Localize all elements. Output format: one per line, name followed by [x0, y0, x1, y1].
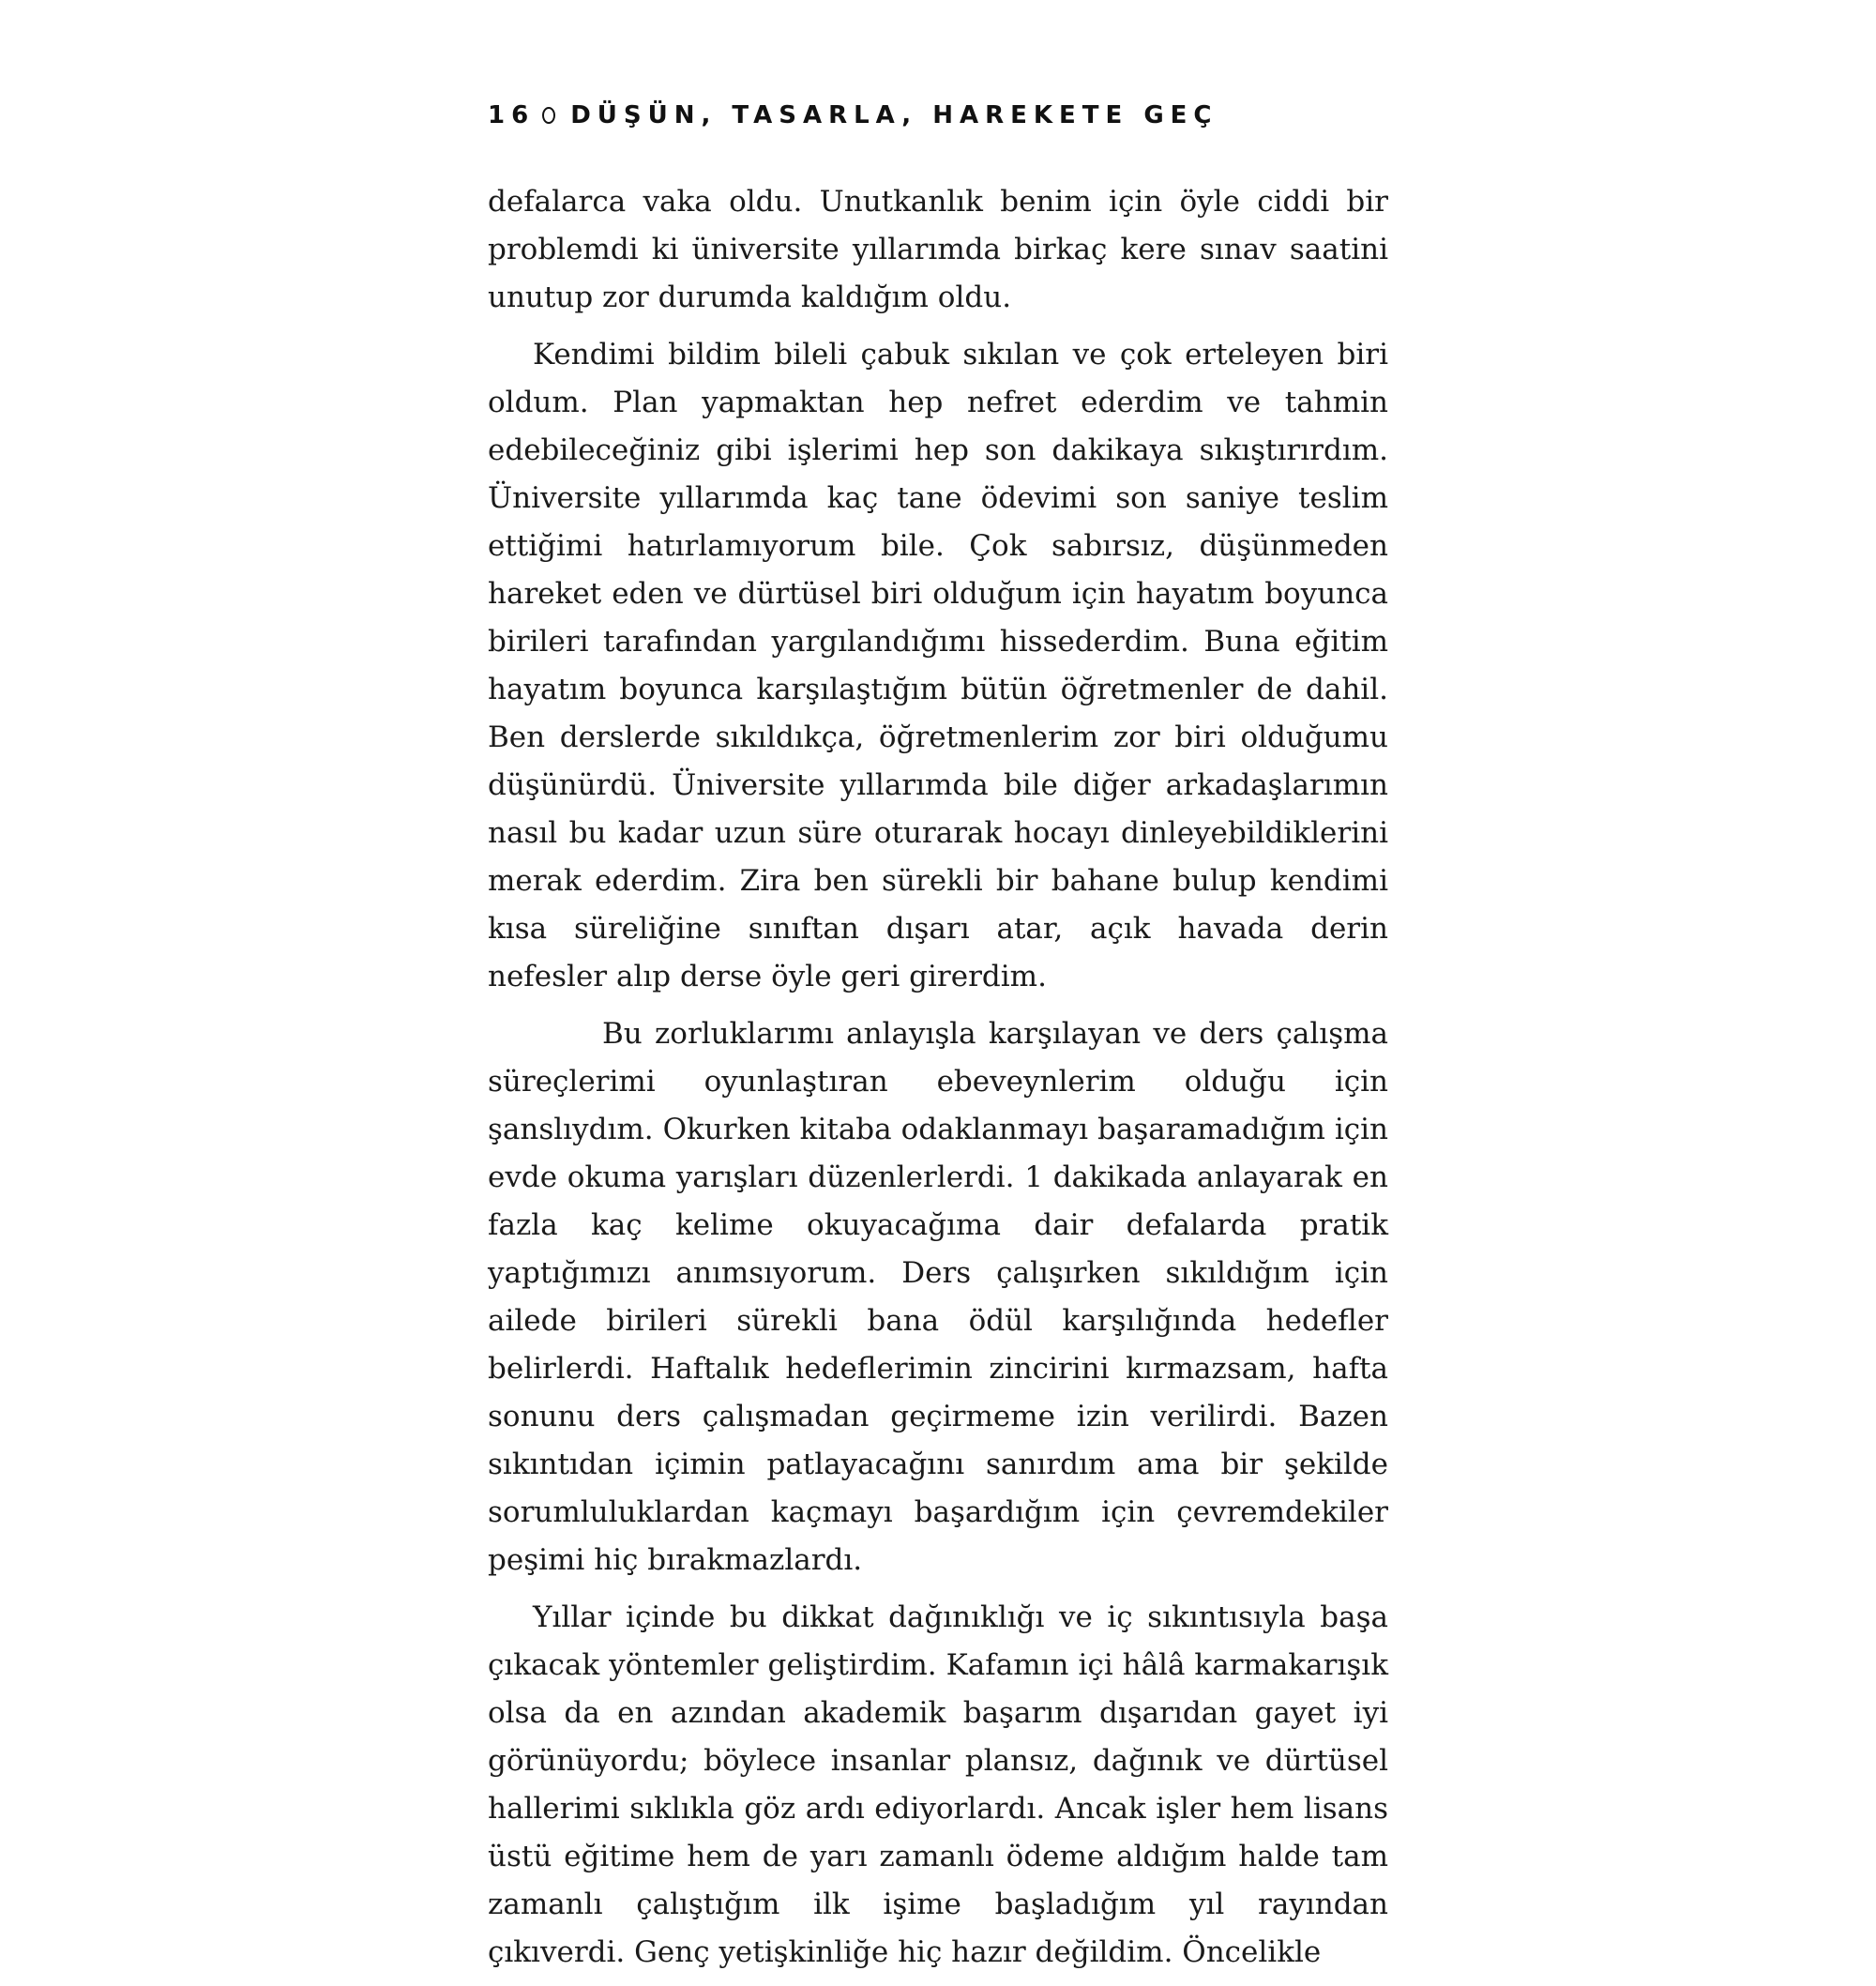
- running-header: [488, 101, 1218, 129]
- body-text: [488, 178, 1388, 1986]
- paragraph-4: Yıllar içinde bu dikkat dağınıklığı ve iç sıkıntısıyla başa çıkacak yöntemler geliştirdim. Kafamın içi hâlâ karmakarışık olsa da en azından akademik başarım dışarıdan gayet iyi görünüyordu; böylece insanlar plansız, dağınık ve dürtüsel hallerimi sıklıkla göz ardı ediyorlardı. Ancak işler hem lisans üstü eğitime hem de yarı zamanlı ödeme aldığım halde tam zamanlı çalıştığım ilk işime başladığım yıl rayından çıkıverdi. Genç yetişkinliğe hiç hazır değildim. Öncelikle: [488, 1600, 1388, 1969]
- separator-circle-icon: [542, 107, 555, 124]
- paragraph-1: defalarca vaka oldu. Unutkanlık benim için öyle ciddi bir problemdi ki üniversite yıllarımda birkaç kere sınav saatini unutup zor durumda kaldığım oldu.: [488, 185, 1388, 314]
- page-number: 16: [488, 101, 536, 129]
- paragraph-3: Bu zorluklarımı anlayışla karşılayan ve ders çalışma süreçlerimi oyunlaştıran ebeveynlerim olduğu için şanslıydım. Okurken kitaba odaklanmayı başaramadığım için evde okuma yarışları düzenlerlerdi. 1 dakikada anlayarak en fazla kaç kelime okuyacağıma dair defalarda pratik yaptığımızı anımsıyorum. Ders çalışırken sıkıldığım için ailede birileri sürekli bana ödül karşılığında hedefler belirlerdi. Haftalık hedeflerimin zincirini kırmazsam, hafta sonunu ders çalışmadan geçirmeme izin verilirdi. Bazen sıkıntıdan içimin patlayacağını sanırdım ama bir şekilde sorumluluklardan kaçmayı başardığım için çevremdekiler peşimi hiç bırakmazlardı.: [488, 1017, 1388, 1577]
- book-title: DÜŞÜN, TASARLA, HAREKETE GEÇ: [570, 101, 1218, 129]
- paragraph-2: Kendimi bildim bileli çabuk sıkılan ve çok erteleyen biri oldum. Plan yapmaktan hep nefret ederdim ve tahmin edebileceğiniz gibi işlerimi hep son dakikaya sıkıştırırdım. Üniversite yıllarımda kaç tane ödevimi son saniye teslim ettiğimi hatırlamıyorum bile. Çok sabırsız, düşünmeden hareket eden ve dürtüsel biri olduğum için hayatım boyunca birileri tarafından yargılandığımı hissederdim. Buna eğitim hayatım boyunca karşılaştığım bütün öğretmenler de dahil. Ben derslerde sıkıldıkça, öğretmenlerim zor biri olduğumu düşünürdü. Üniversite yıllarımda bile diğer arkadaşlarımın nasıl bu kadar uzun süre oturarak hocayı dinleyebildiklerini merak ederdim. Zira ben sürekli bir bahane bulup kendimi kısa süreliğine sınıftan dışarı atar, açık havada derin nefesler alıp derse öyle geri girerdim.: [488, 338, 1388, 993]
